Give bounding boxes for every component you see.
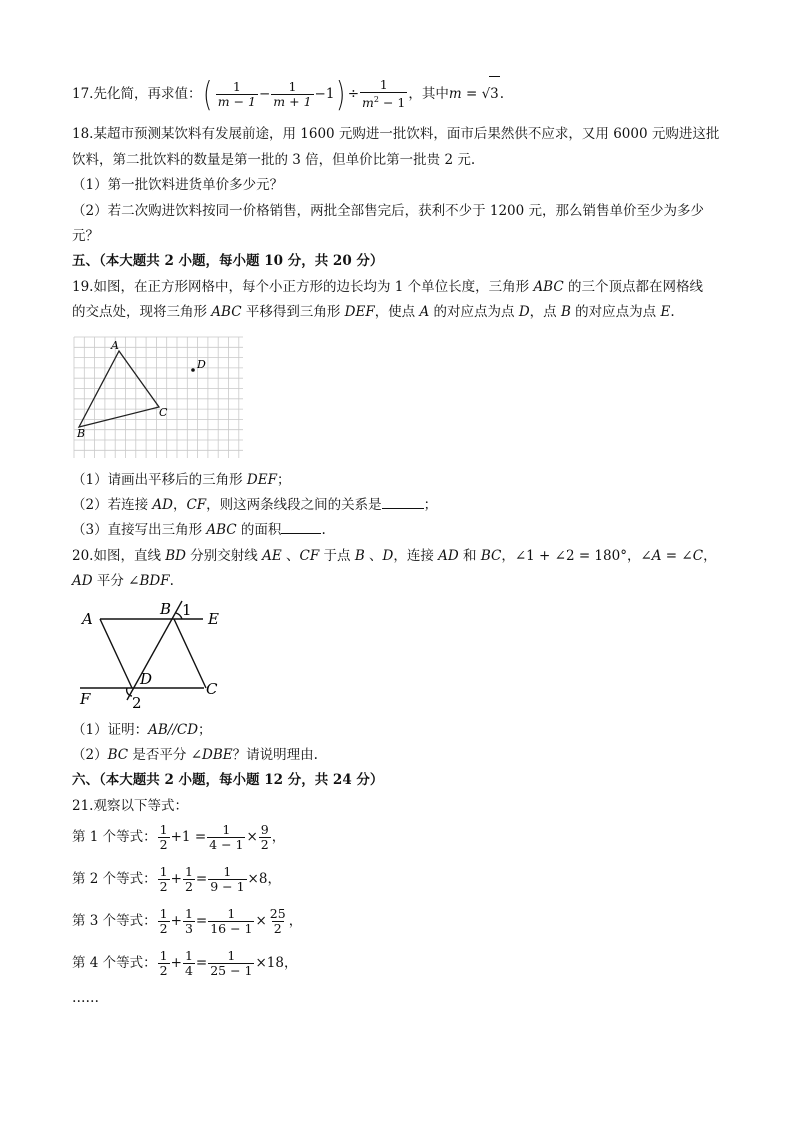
label-2: 2 [132, 694, 142, 712]
q21-equation-2: 第 2 个等式： $\frac{1}{2}$ + $\frac{1}{2}$ = $\frac{1}{9 - 1}$ ×8， [72, 864, 281, 894]
label-1: 1 [182, 601, 192, 619]
q21-equation-4: 第 4 个等式： $\frac{1}{2}$ + $\frac{1}{4}$ = $\frac{1}{25 - 1}$ ×18， [72, 948, 298, 978]
label-d: D [140, 670, 153, 688]
label-b: B [77, 427, 86, 440]
section-6-heading: 六、（本大题共 2 小题，每小题 12 分，共 24 分） [72, 772, 384, 788]
grid-lines [74, 337, 243, 458]
q21-intro: 21.观察以下等式： [72, 798, 188, 814]
q20-line-2: AD 平分 ∠BDF. [72, 573, 174, 589]
q17-fraction-3: $\frac{1}{m^2 - 1}$ [362, 77, 406, 111]
label-b: B [160, 600, 172, 618]
label-c: C [159, 406, 168, 419]
q19-sub-2: （2）若连接 AD，CF，则这两条线段之间的关系是 ； [72, 497, 438, 513]
label-a: A [82, 610, 93, 628]
triangle-abc [79, 351, 159, 427]
line-bd [127, 601, 182, 700]
q17-fraction-1: $\frac{1}{m - 1}$ [217, 79, 256, 109]
section-5-heading: 五、（本大题共 2 小题，每小题 10 分，共 20 分） [72, 253, 384, 269]
line-ad [100, 619, 132, 688]
q21-ellipsis: …… [72, 990, 99, 1006]
point-d [191, 368, 195, 372]
q18-line-2: 饮料，第二批饮料的数量是第一批的 3 倍，但单价比第一批贵 2 元. [72, 152, 476, 168]
q17-fraction-2: $\frac{1}{m + 1}$ [273, 79, 312, 109]
q20-sub-1: （1）证明：AB//CD； [72, 722, 212, 738]
left-paren: ( [203, 74, 213, 115]
q19-line-2: 的交点处，现将三角形 ABC 平移得到三角形 DEF，使点 A 的对应点为点 D，点 B 的对应点为点 E. [72, 304, 675, 320]
label-f: F [80, 690, 91, 708]
right-paren: ) [336, 74, 346, 115]
q21-equation-3: 第 3 个等式： $\frac{1}{2}$ + $\frac{1}{3}$ = $\frac{1}{16 - 1}$ × $\frac{25}{2}$ ， [72, 906, 303, 936]
q20-sub-2: （2）BC 是否平分 ∠DBE？请说明理由. [72, 747, 318, 763]
q19-sub-1: （1）请画出平移后的三角形 DEF； [72, 472, 291, 488]
q17-prefix: 17.先化简，再求值： [72, 86, 202, 102]
q20-figure [72, 598, 232, 714]
label-e: E [208, 610, 219, 628]
q18-sub-2a: （2）若二次购进饮料按同一价格销售，两批全部售完后，获利不少于 1200 元，那么销售单价至少为多少 [72, 203, 705, 219]
q20-line-1: 20.如图，直线 BD 分别交射线 AE 、CF 于点 B 、D，连接 AD 和 BC，∠1 + ∠2 = 180°，∠A = ∠C， [72, 548, 717, 564]
q19-grid-figure [73, 336, 245, 460]
label-d: D [197, 358, 206, 371]
q18-sub-2b: 元？ [72, 228, 99, 244]
label-a: A [111, 339, 119, 352]
q18-line-1: 18.某超市预测某饮料有发展前途，用 1600 元购进一批饮料，面市后果然供不应求，又用 6000 元购进这批 [72, 126, 720, 142]
q19-sub-3: （3）直接写出三角形 ABC 的面积 . [72, 522, 326, 538]
q18-sub-1: （1）第一批饮料进货单价多少元？ [72, 177, 284, 193]
answer-blank[interactable] [281, 533, 321, 534]
question-17: 17.先化简，再求值：( $\frac{1}{m - 1}$ − $\frac{1}{m + 1}$ −1) ÷ $\frac{1}{m^2 - 1}$ ，其中m = √3. [72, 74, 505, 115]
label-c: C [206, 680, 218, 698]
q21-equation-1: 第 1 个等式： $\frac{1}{2}$ +1 = $\frac{1}{4 - 1}$ × $\frac{9}{2}$ ， [72, 822, 286, 852]
answer-blank[interactable] [382, 508, 424, 509]
line-bc [174, 619, 206, 688]
q19-line-1: 19.如图，在正方形网格中，每个小正方形的边长均为 1 个单位长度，三角形 ABC 的三个顶点都在网格线 [72, 279, 703, 295]
